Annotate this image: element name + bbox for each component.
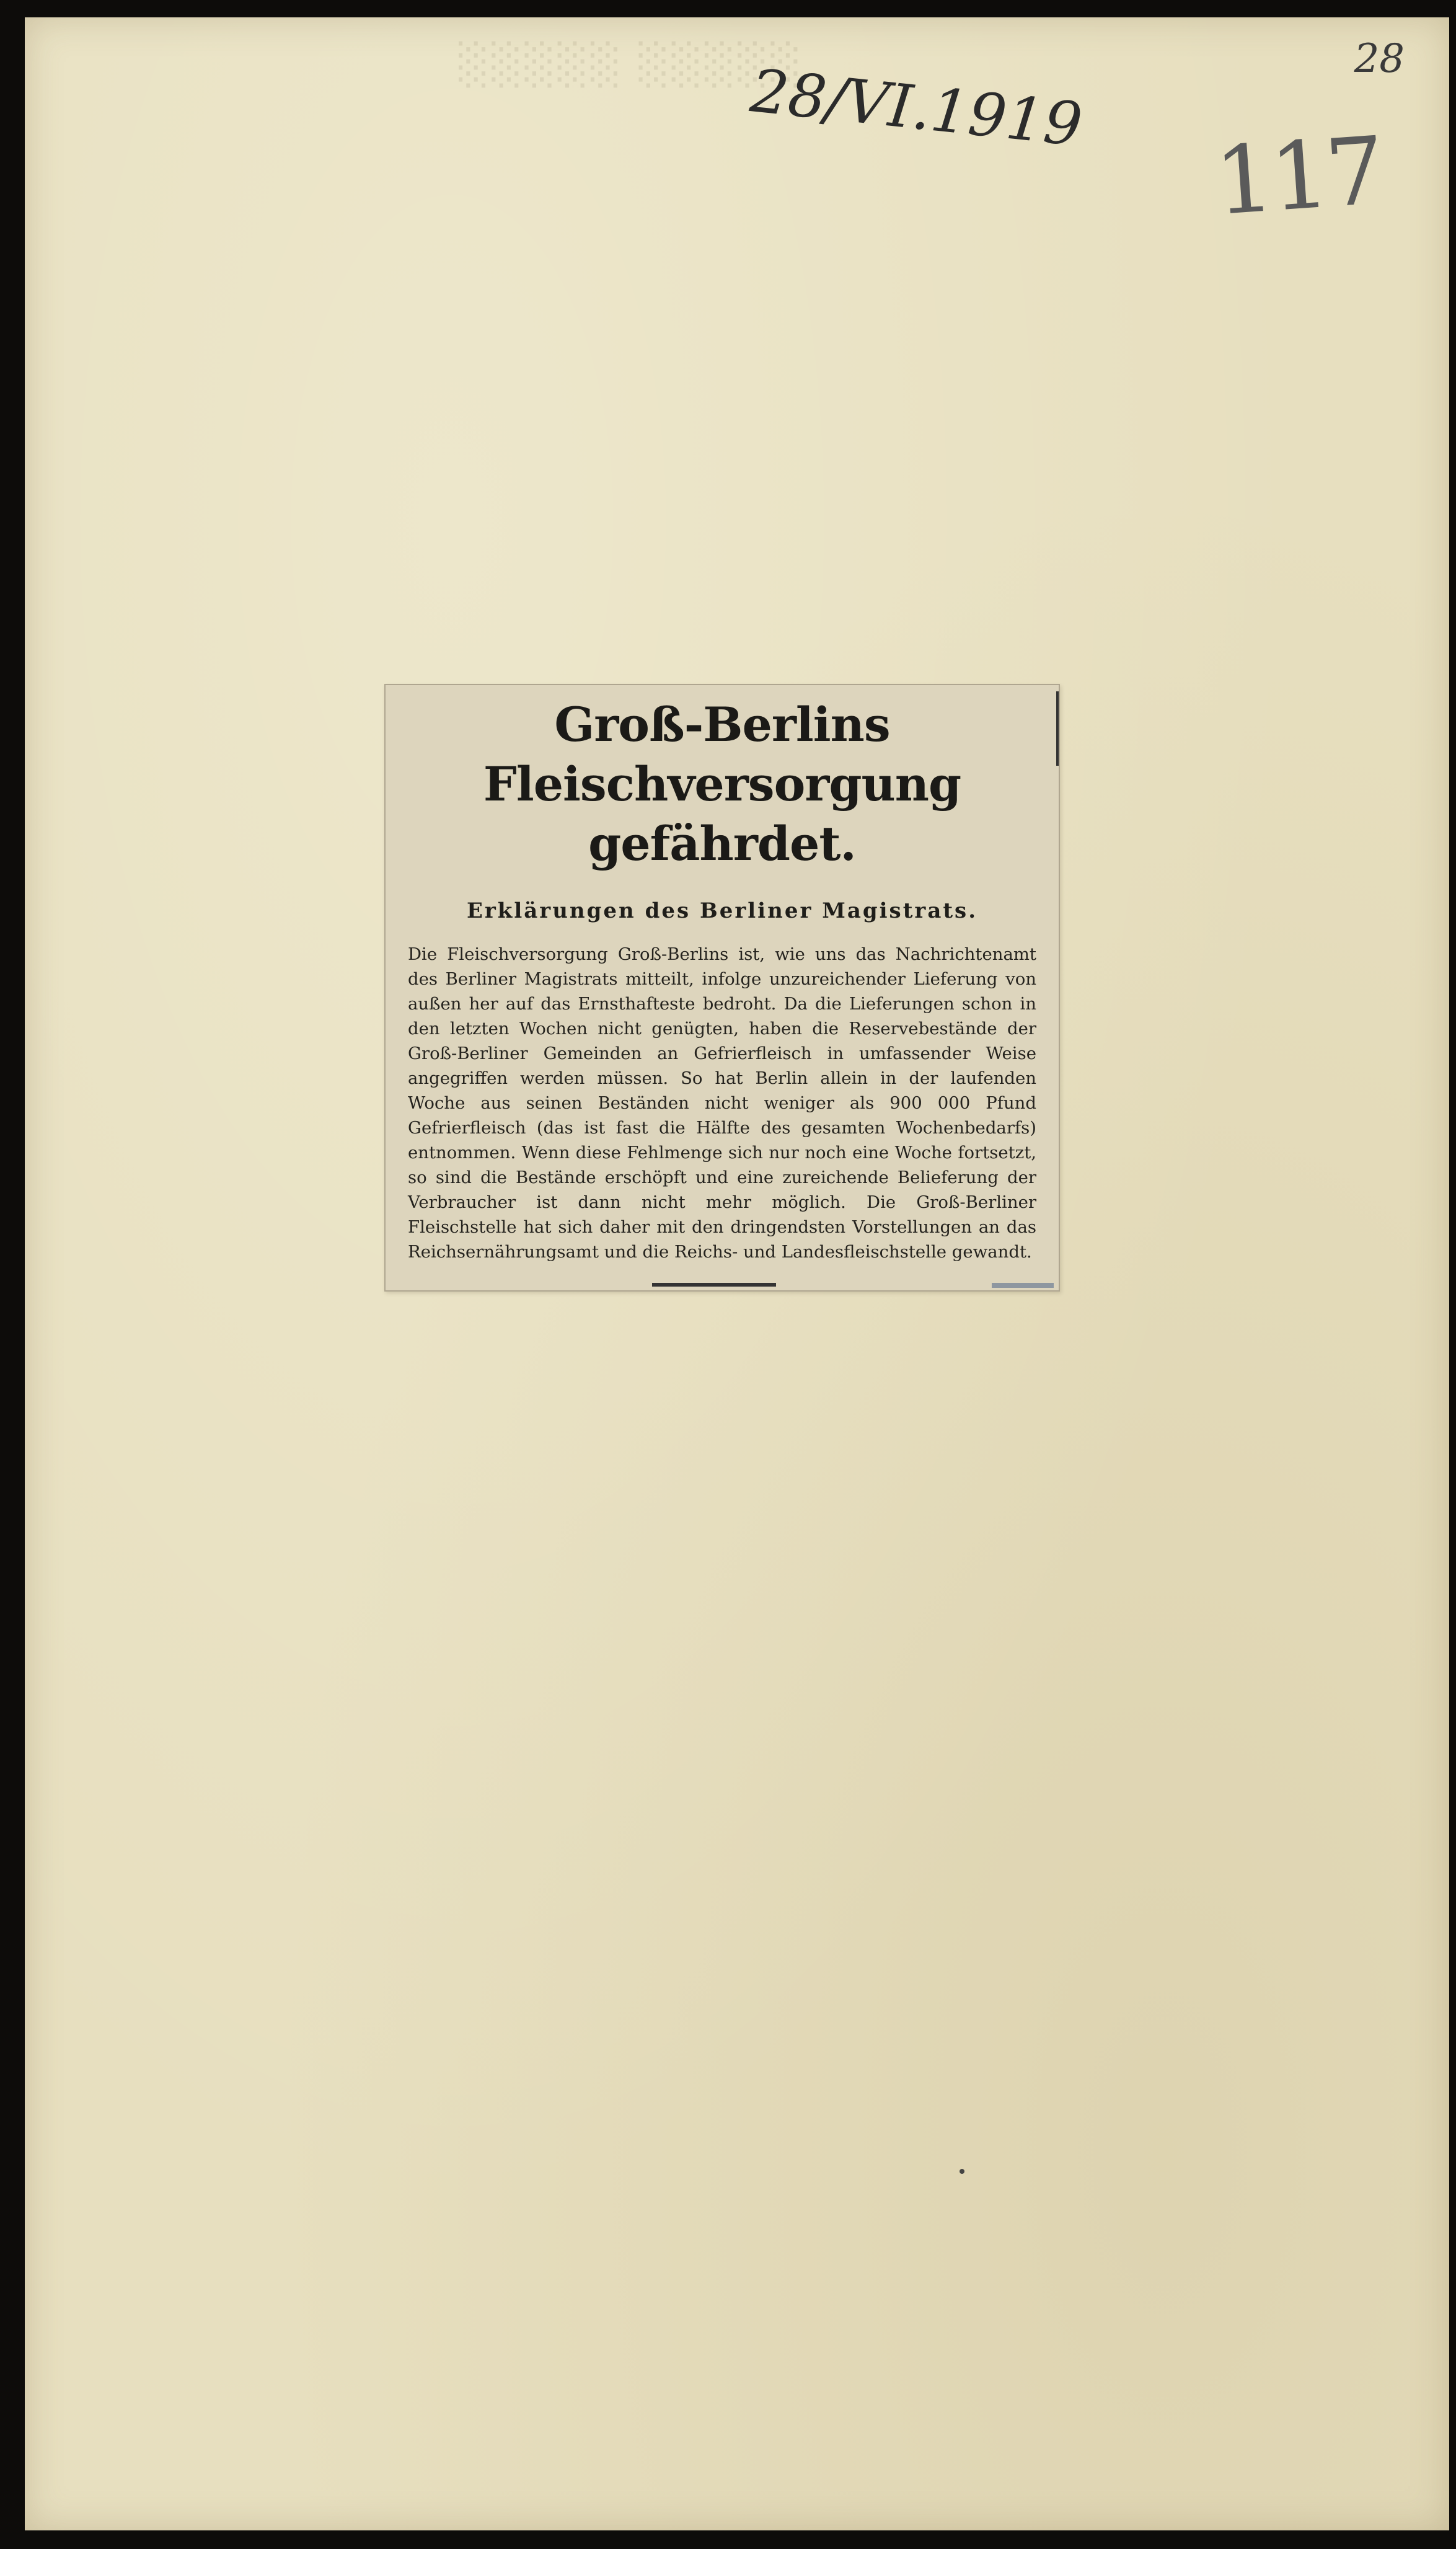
handwritten-page-number: 28 bbox=[1354, 36, 1405, 82]
clipping-rule bbox=[652, 1283, 776, 1287]
archive-sheet bbox=[25, 17, 1449, 2530]
clipping-subheadline: Erklärungen des Berliner Magistrats. bbox=[466, 898, 978, 923]
handwritten-date: 28/VI.1919 bbox=[747, 56, 1085, 160]
newspaper-clipping bbox=[384, 684, 1060, 1292]
clipping-body-text: Die Fleischversorgung Groß-Berlins ist, wie uns das Nachrichtenamt des Berliner Magistrats mitteilt, infolge unzureichender Lieferung von außen her auf das Ernsthafteste bedroht. Da die Lieferungen schon in den letzten Wochen nicht genügten, haben die Reservebestände der Groß-Berliner Gemeinden an Gefrierfleisch in umfassender Weise angegriffen werden müssen. So hat Berlin allein in der laufenden Woche aus seinen Beständen nicht weniger als 900 000 Pfund Gefrierfleisch (das ist fast die Hälfte des gesamten Wochenbedarfs) entnommen. Wenn diese Fehlmenge sich nur noch eine Woche fortsetzt, so sind die Bestände erschöpft und eine zureichende Belieferung der Verbraucher ist dann nicht mehr möglich. Die Groß-Berliner Fleischstelle hat sich daher mit den dringendsten Vorstellungen an das Reichsernährungsamt und die Reichs- und Landesfleischstelle gewandt. bbox=[408, 944, 1036, 1262]
handwritten-mark: 117 bbox=[1211, 117, 1385, 237]
faded-stamp: ░░░░░ ░░░░░ bbox=[459, 42, 804, 88]
clipping-headline: Groß-Berlins Fleischversorgung gefährdet. bbox=[483, 697, 961, 871]
paper-speck bbox=[960, 2169, 964, 2174]
clipping-edge-line bbox=[1056, 691, 1059, 766]
ink-smudge bbox=[992, 1283, 1054, 1288]
